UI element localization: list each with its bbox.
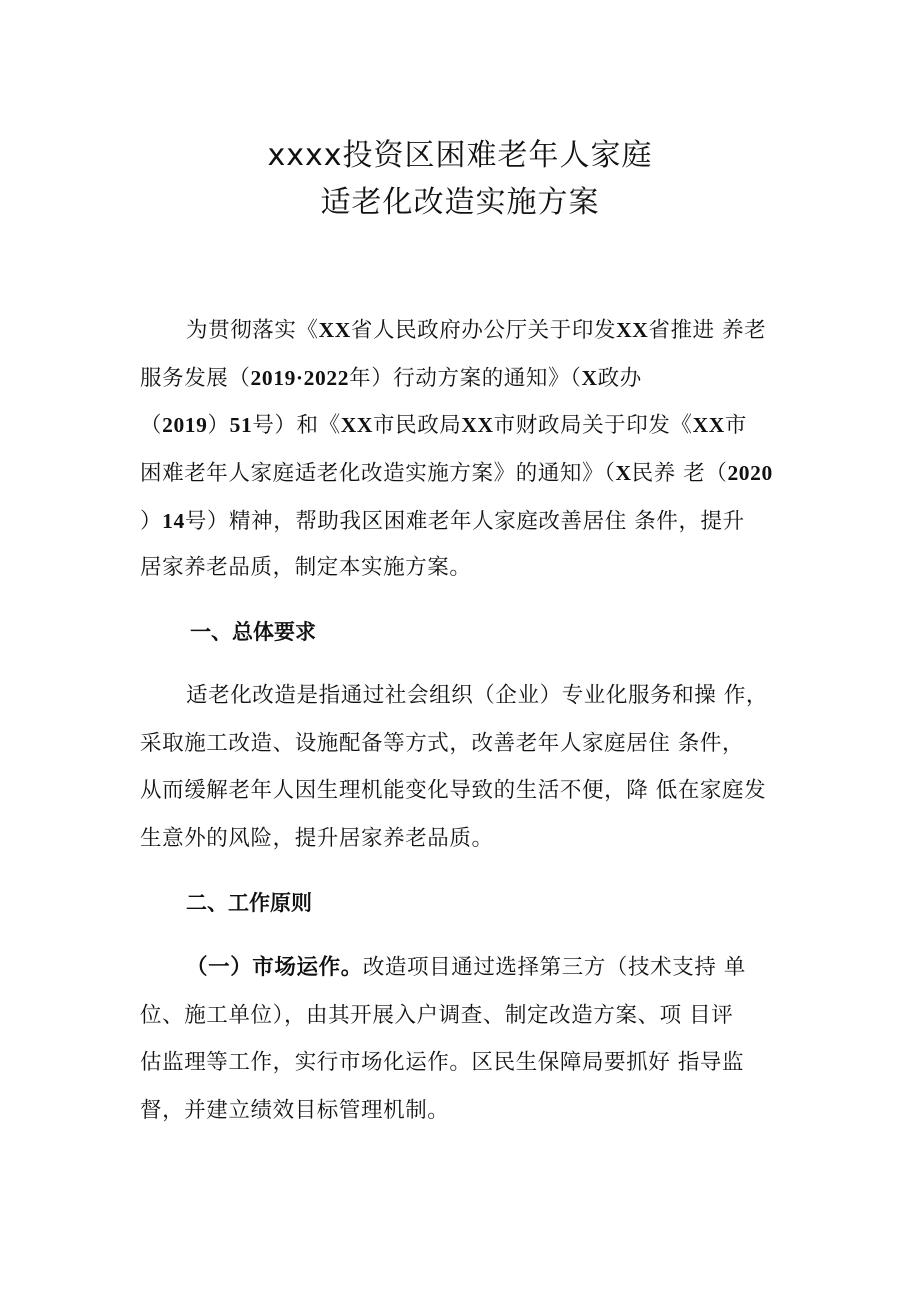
intro-line-6: 居家养老品质，制定本实施方案。 — [140, 555, 472, 580]
text-run: 为贯彻落实《 — [186, 318, 319, 343]
text-run-bold: 2020 — [727, 461, 773, 485]
text-run: 民养 老（ — [631, 461, 728, 486]
text-run: 号）和《 — [252, 413, 341, 438]
text-run: ） — [140, 509, 163, 534]
text-run: 政办 — [597, 366, 642, 391]
section-heading-general-requirements: 一、总体要求 — [190, 620, 316, 644]
text-run: 市民政局 — [373, 413, 462, 438]
text-run-bold: 2019 — [162, 413, 208, 437]
document-title-line-2: 适老化改造实施方案 — [320, 185, 600, 220]
text-run-bold: X — [615, 461, 632, 485]
text-run: ） — [207, 413, 230, 438]
text-run-bold: 51 — [229, 413, 253, 437]
section2-line-1 — [186, 953, 746, 983]
text-run-bold: XX — [616, 318, 649, 342]
text-run: （ — [140, 413, 163, 438]
text-run-bold: X — [581, 366, 598, 390]
text-run: 服务发展（ — [140, 366, 251, 391]
text-run: 市财政局关于印发《 — [493, 413, 693, 438]
section2-line-3: 估监理等工作，实行市场化运作。区民生保障局要抓好 指导监 — [140, 1050, 745, 1075]
subsection-label-market-operation: （一）市场运作。 — [186, 955, 363, 980]
section1-line-3: 从而缓解老年人因生理机能变化导致的生活不便，降 低在家庭发 — [140, 778, 767, 803]
intro-line-5 — [140, 506, 745, 537]
intro-line-1 — [186, 315, 766, 346]
intro-line-4 — [140, 458, 773, 489]
text-run-bold: XX — [461, 413, 494, 437]
document-title-line-1: xxxx投资区困难老年人家庭 — [267, 138, 653, 173]
text-run-bold: 2019·2022 — [250, 366, 350, 390]
section1-line-2: 采取施工改造、设施配备等方式，改善老年人家庭居住 条件， — [140, 731, 745, 756]
text-run-bold: XX — [318, 318, 351, 342]
section1-line-1: 适老化改造是指通过社会组织（企业）专业化服务和操 作， — [186, 683, 769, 708]
text-run-bold: 14 — [162, 509, 185, 533]
section1-line-4: 生意外的风险，提升居家养老品质。 — [140, 826, 494, 851]
text-run-bold: XX — [692, 413, 725, 437]
text-run: 省推进 养老 — [648, 318, 767, 343]
text-run: 困难老年人家庭适老化改造实施方案》的通知》（ — [140, 461, 616, 486]
section2-line-4: 督，并建立绩效目标管理机制。 — [140, 1098, 450, 1123]
intro-line-3 — [140, 410, 747, 441]
section-heading-working-principles: 二、工作原则 — [186, 891, 312, 915]
text-run-bold: XX — [340, 413, 373, 437]
text-run: 省人民政府办公厅关于印发 — [350, 318, 617, 343]
section2-line-2: 位、施工单位），由其开展入户调查、制定改造方案、项 目评 — [140, 1003, 734, 1028]
text-run: 号）精神，帮助我区困难老年人家庭改善居住 条件，提升 — [184, 509, 745, 534]
text-run: 改造项目通过选择第三方（技术支持 单 — [362, 955, 746, 980]
text-run: 年）行动方案的通知》（ — [349, 366, 582, 391]
text-run: 市 — [724, 413, 747, 438]
intro-line-2 — [140, 363, 642, 394]
